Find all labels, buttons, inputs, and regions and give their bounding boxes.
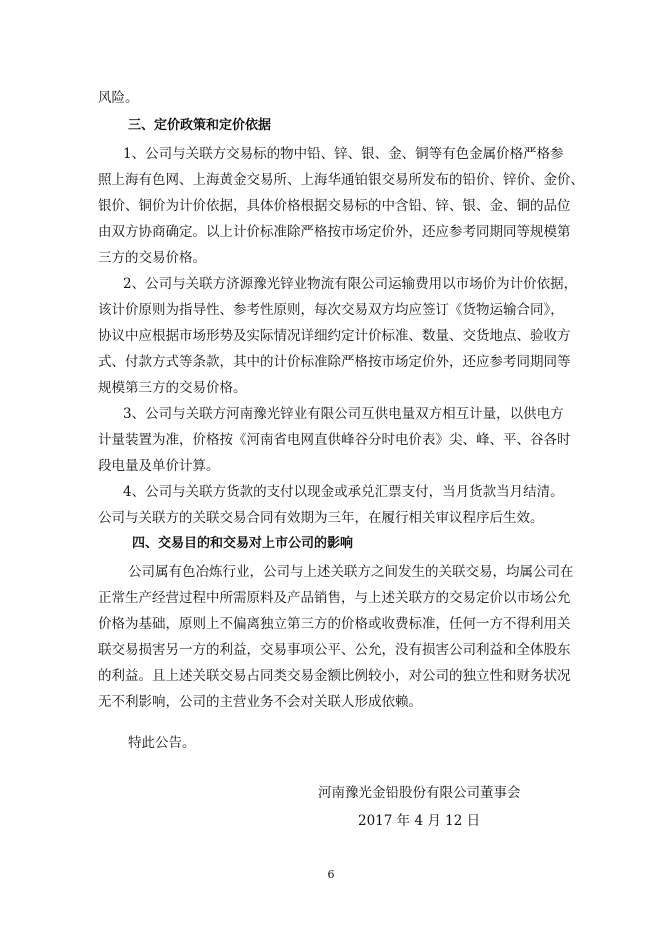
paragraph-line: 的利益。且上述关联交易占同类交易金额比例较小，对公司的独立性和财务状况 [98,668,571,684]
paragraph-line: 段电量及单价计算。 [98,458,220,474]
paragraph-line: 正常生产经营过程中所需原料及产品销售，与上述关联方的交易定价以市场公允 [98,590,571,606]
paragraph-line: 1、公司与关联方交易标的物中铅、锌、银、金、铜等有色金属价格严格参 [123,146,564,162]
paragraph-line: 协议中应根据市场形势及实际情况详细约定计价标准、数量、交货地点、验收方 [98,328,571,344]
paragraph-line: 该计价原则为指导性、参考性原则，每次交易双方均应签订《货物运输合同》， [98,302,564,318]
paragraph-line: 无不利影响，公司的主营业务不会对关联人形成依赖。 [98,694,422,710]
paragraph-line: 2、公司与关联方济源豫光锌业物流有限公司运输费用以市场价为计价依据， [123,276,578,292]
paragraph-line: 规模第三方的交易价格。 [98,380,247,396]
paragraph-line: 计量装置为准，价格按《河南省电网直供峰谷分时电价表》尖、峰、平、谷各时 [98,432,571,448]
section-heading-purpose: 四、交易目的和交易对上市公司的影响 [132,536,354,551]
text-line-risk: 风险。 [98,90,139,106]
board-signature: 河南豫光金铅股份有限公司董事会 [318,785,521,801]
document-date: 2017 年 4 月 12 日 [358,813,481,829]
paragraph-line: 公司属有色冶炼行业，公司与上述关联方之间发生的关联交易，均属公司在 [128,564,574,580]
paragraph-line: 联交易损害另一方的利益，交易事项公平、公允，没有损害公司利益和全体股东 [98,642,571,658]
section-heading-pricing: 三、定价政策和定价依据 [128,118,272,133]
paragraph-line: 银价、铜价为计价依据，具体价格根据交易标的中含铅、锌、银、金、铜的品位 [98,198,571,214]
paragraph-line: 照上海有色网、上海黄金交易所、上海华通铂银交易所发布的铅价、锌价、金价、 [98,172,584,188]
paragraph-line: 三方的交易价格。 [98,250,206,266]
paragraph-line: 式、付款方式等条款，其中的计价标准除严格按市场定价外，还应参考同期同等 [98,354,571,370]
paragraph-line: 价格为基础，原则上不偏离独立第三方的价格或收费标准，任何一方不得利用关 [98,616,571,632]
paragraph-line: 3、公司与关联方河南豫光锌业有限公司互供电量双方相互计量，以供电方 [123,406,564,422]
page-number: 6 [327,868,335,881]
paragraph-line: 4、公司与关联方货款的支付以现金或承兑汇票支付，当月货款当月结清。 [123,484,564,500]
announcement-closing: 特此公告。 [128,735,196,751]
paragraph-line: 公司与关联方的关联交易合同有效期为三年，在履行相关审议程序后生效。 [98,510,544,526]
paragraph-line: 由双方协商确定。以上计价标准除严格按市场定价外，还应参考同期同等规模第 [98,224,571,240]
